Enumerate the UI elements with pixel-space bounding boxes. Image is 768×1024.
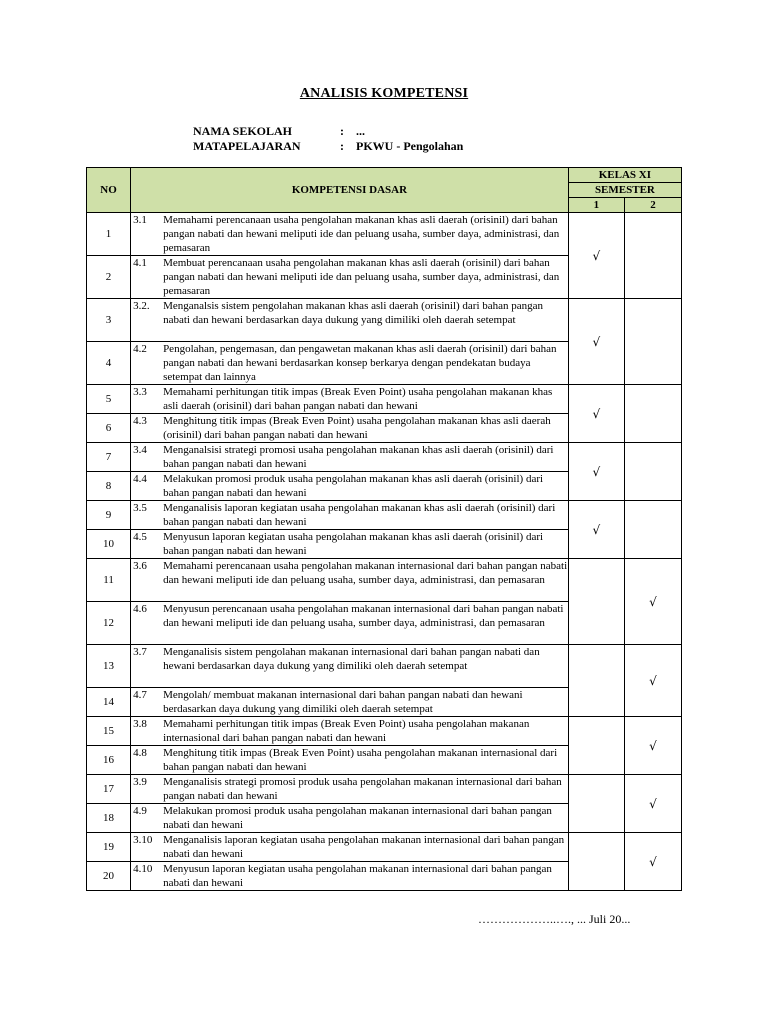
table-header [87,168,682,213]
competency-cell [131,746,569,775]
competency-cell [131,862,569,891]
semester-2-cell [624,775,681,833]
table-row [87,443,682,472]
row-number: 11 [87,559,131,602]
row-number: 20 [87,862,131,891]
check-mark-icon: √ [592,406,601,421]
competency-code: 4.4 [133,473,147,485]
competency-text: Menghitung titik impas (Break Even Point) usaha pengolahan makanan internasional dari bahan pangan nabati dan hewani [163,747,558,773]
info-row-subject [193,139,463,154]
semester-1-cell [568,645,624,717]
table-row [87,385,682,414]
row-number: 19 [87,833,131,862]
semester-1-cell [568,385,624,443]
competency-text: Menganalsis sistem pengolahan makanan khas asli daerah (orisinil) dari bahan pangan nabati dan hewani berdasarkan daya dukung yang dimiliki oleh daerah setempat [163,300,544,326]
competency-code: 4.10 [133,863,153,875]
header-kompetensi-dasar: KOMPETENSI DASAR [131,168,569,213]
date-line: ………………..…., ... Juli 20... [478,912,631,926]
check-mark-icon: √ [649,854,657,869]
info-label: MATAPELAJARAN [193,139,301,153]
check-mark-icon: √ [649,594,657,609]
competency-code: 4.9 [133,805,147,817]
competency-code: 4.1 [133,257,147,269]
row-number: 12 [87,602,131,645]
row-number: 1 [87,213,131,256]
competency-code: 3.8 [133,718,147,730]
competency-code: 3.2. [133,300,150,312]
competency-code: 3.7 [133,646,147,658]
competency-code: 4.8 [133,747,147,759]
semester-2-cell [624,213,681,299]
semester-2-cell [624,501,681,559]
row-number: 5 [87,385,131,414]
competency-cell [131,559,569,602]
competency-cell [131,299,569,342]
competency-cell [131,775,569,804]
row-number: 6 [87,414,131,443]
info-colon: : [340,139,344,153]
competency-text: Menganalisis sistem pengolahan makanan internasional dari bahan pangan nabati dan hewani berdasarkan daya dukung yang dimiliki oleh daerah setempat [163,646,540,672]
row-number: 7 [87,443,131,472]
semester-2-cell [624,385,681,443]
semester-2-cell [624,717,681,775]
competency-table [86,167,682,891]
competency-text: Pengolahan, pengemasan, dan pengawetan makanan khas asli daerah (orisinil) dari bahan pangan nabati dan hewani berdasarkan konsep berkarya dengan pendekatan budaya setempat dan lainnya [163,343,557,383]
semester-1-cell [568,299,624,385]
row-number: 17 [87,775,131,804]
competency-text: Menyusun laporan kegiatan usaha pengolahan makanan khas asli daerah (orisinil) dari bahan pangan nabati dan hewani [163,531,544,557]
semester-2-cell [624,645,681,717]
semester-1-cell [568,559,624,645]
competency-cell [131,717,569,746]
competency-text: Melakukan promosi produk usaha pengolahan makanan khas asli daerah (orisinil) dari bahan pangan nabati dan hewani [163,473,544,499]
competency-text: Memahami perhitungan titik impas (Break Even Point) usaha pengolahan makanan khas asli daerah (orisinil) dari bahan pangan nabati dan hewani [163,386,553,412]
competency-code: 4.2 [133,343,147,355]
header-semester-1: 1 [568,198,624,213]
info-colon: : [340,124,344,138]
semester-1-cell [568,501,624,559]
semester-1-cell [568,833,624,891]
competency-text: Menganalisis strategi promosi produk usaha pengolahan makanan internasional dari bahan pangan nabati dan hewani [163,776,562,802]
info-row-school [193,124,463,139]
competency-code: 3.1 [133,214,147,226]
row-number: 4 [87,342,131,385]
competency-text: Menganalisis laporan kegiatan usaha pengolahan makanan internasional dari bahan pangan nabati dan hewani [163,834,565,860]
competency-text: Memahami perencanaan usaha pengolahan makanan internasional dari bahan pangan nabati dan hewani meliputi ide dan peluang usaha, sumber daya, administrasi, dan pemasaran [163,560,568,586]
competency-cell [131,213,569,256]
competency-cell [131,804,569,833]
semester-1-cell [568,775,624,833]
competency-cell [131,530,569,559]
competency-cell [131,342,569,385]
semester-2-cell [624,559,681,645]
competency-text: Menyusun perencanaan usaha pengolahan makanan internasional dari bahan pangan nabati dan hewani meliputi ide dan peluang usaha, sumber daya, administrasi, dan pemasaran [163,603,564,629]
competency-text: Membuat perencanaan usaha pengolahan makanan khas asli daerah (orisinil) dari bahan pangan nabati dan hewani meliputi ide dan peluang usaha, sumber daya, administrasi, dan pemasaran [163,257,560,297]
check-mark-icon: √ [649,738,657,753]
competency-code: 4.3 [133,415,147,427]
row-number: 8 [87,472,131,501]
competency-code: 3.9 [133,776,147,788]
school-info [193,124,463,154]
semester-1-cell [568,443,624,501]
row-number: 2 [87,256,131,299]
semester-2-cell [624,443,681,501]
table-row [87,501,682,530]
header-semester-2: 2 [624,198,681,213]
header-no: NO [87,168,131,213]
info-value: PKWU - Pengolahan [356,139,464,153]
competency-text: Memahami perencanaan usaha pengolahan makanan khas asli daerah (orisinil) dari bahan pangan nabati dan hewani meliputi ide dan peluang usaha, sumber daya, administrasi, dan pemasaran [163,214,560,254]
competency-code: 4.5 [133,531,147,543]
row-number: 16 [87,746,131,775]
competency-code: 4.6 [133,603,147,615]
check-mark-icon: √ [649,673,657,688]
table-row [87,775,682,804]
info-value: ... [356,124,365,138]
competency-cell [131,602,569,645]
check-mark-icon: √ [592,464,601,479]
competency-code: 3.5 [133,502,147,514]
semester-1-cell [568,213,624,299]
table-row [87,645,682,688]
competency-text: Memahami perhitungan titik impas (Break Even Point) usaha pengolahan makanan internasional dari bahan pangan nabati dan hewani [163,718,530,744]
competency-code: 4.7 [133,689,147,701]
competency-text: Menghitung titik impas (Break Even Point) usaha pengolahan makanan khas asli daerah (orisinil) dari bahan pangan nabati dan hewani [163,415,551,441]
competency-cell [131,501,569,530]
row-number: 13 [87,645,131,688]
competency-cell [131,443,569,472]
row-number: 3 [87,299,131,342]
table-row [87,213,682,256]
competency-cell [131,472,569,501]
table-body [87,213,682,891]
competency-text: Menyusun laporan kegiatan usaha pengolahan makanan internasional dari bahan pangan nabati dan hewani [163,863,552,889]
competency-text: Menganalisis laporan kegiatan usaha pengolahan makanan khas asli daerah (orisinil) dari bahan pangan nabati dan hewani [163,502,556,528]
document-title: ANALISIS KOMPETENSI [299,86,469,101]
check-mark-icon: √ [592,522,601,537]
competency-cell [131,385,569,414]
row-number: 18 [87,804,131,833]
row-number: 10 [87,530,131,559]
table-row [87,559,682,602]
semester-2-cell [624,833,681,891]
row-number: 9 [87,501,131,530]
check-mark-icon: √ [649,796,657,811]
competency-text: Menganalsisi strategi promosi usaha pengolahan makanan khas asli daerah (orisinil) dari bahan pangan nabati dan hewani [163,444,554,470]
header-semester: SEMESTER [568,183,681,198]
row-number: 15 [87,717,131,746]
competency-cell [131,688,569,717]
competency-code: 3.4 [133,444,147,456]
row-number: 14 [87,688,131,717]
check-mark-icon: √ [592,334,601,349]
table-row [87,717,682,746]
competency-code: 3.6 [133,560,147,572]
competency-code: 3.3 [133,386,147,398]
check-mark-icon: √ [592,248,601,263]
table-row [87,299,682,342]
info-label: NAMA SEKOLAH [193,124,293,138]
competency-text: Mengolah/ membuat makanan internasional dari bahan pangan nabati dan hewani berdasarkan daya dukung yang dimiliki oleh daerah setempat [163,689,523,715]
table-row [87,833,682,862]
competency-text: Melakukan promosi produk usaha pengolahan makanan internasional dari bahan pangan nabati dan hewani [163,805,552,831]
competency-cell [131,645,569,688]
semester-1-cell [568,717,624,775]
competency-cell [131,414,569,443]
semester-2-cell [624,299,681,385]
competency-cell [131,833,569,862]
competency-cell [131,256,569,299]
competency-code: 3.10 [133,834,153,846]
header-kelas: KELAS XI [568,168,681,183]
